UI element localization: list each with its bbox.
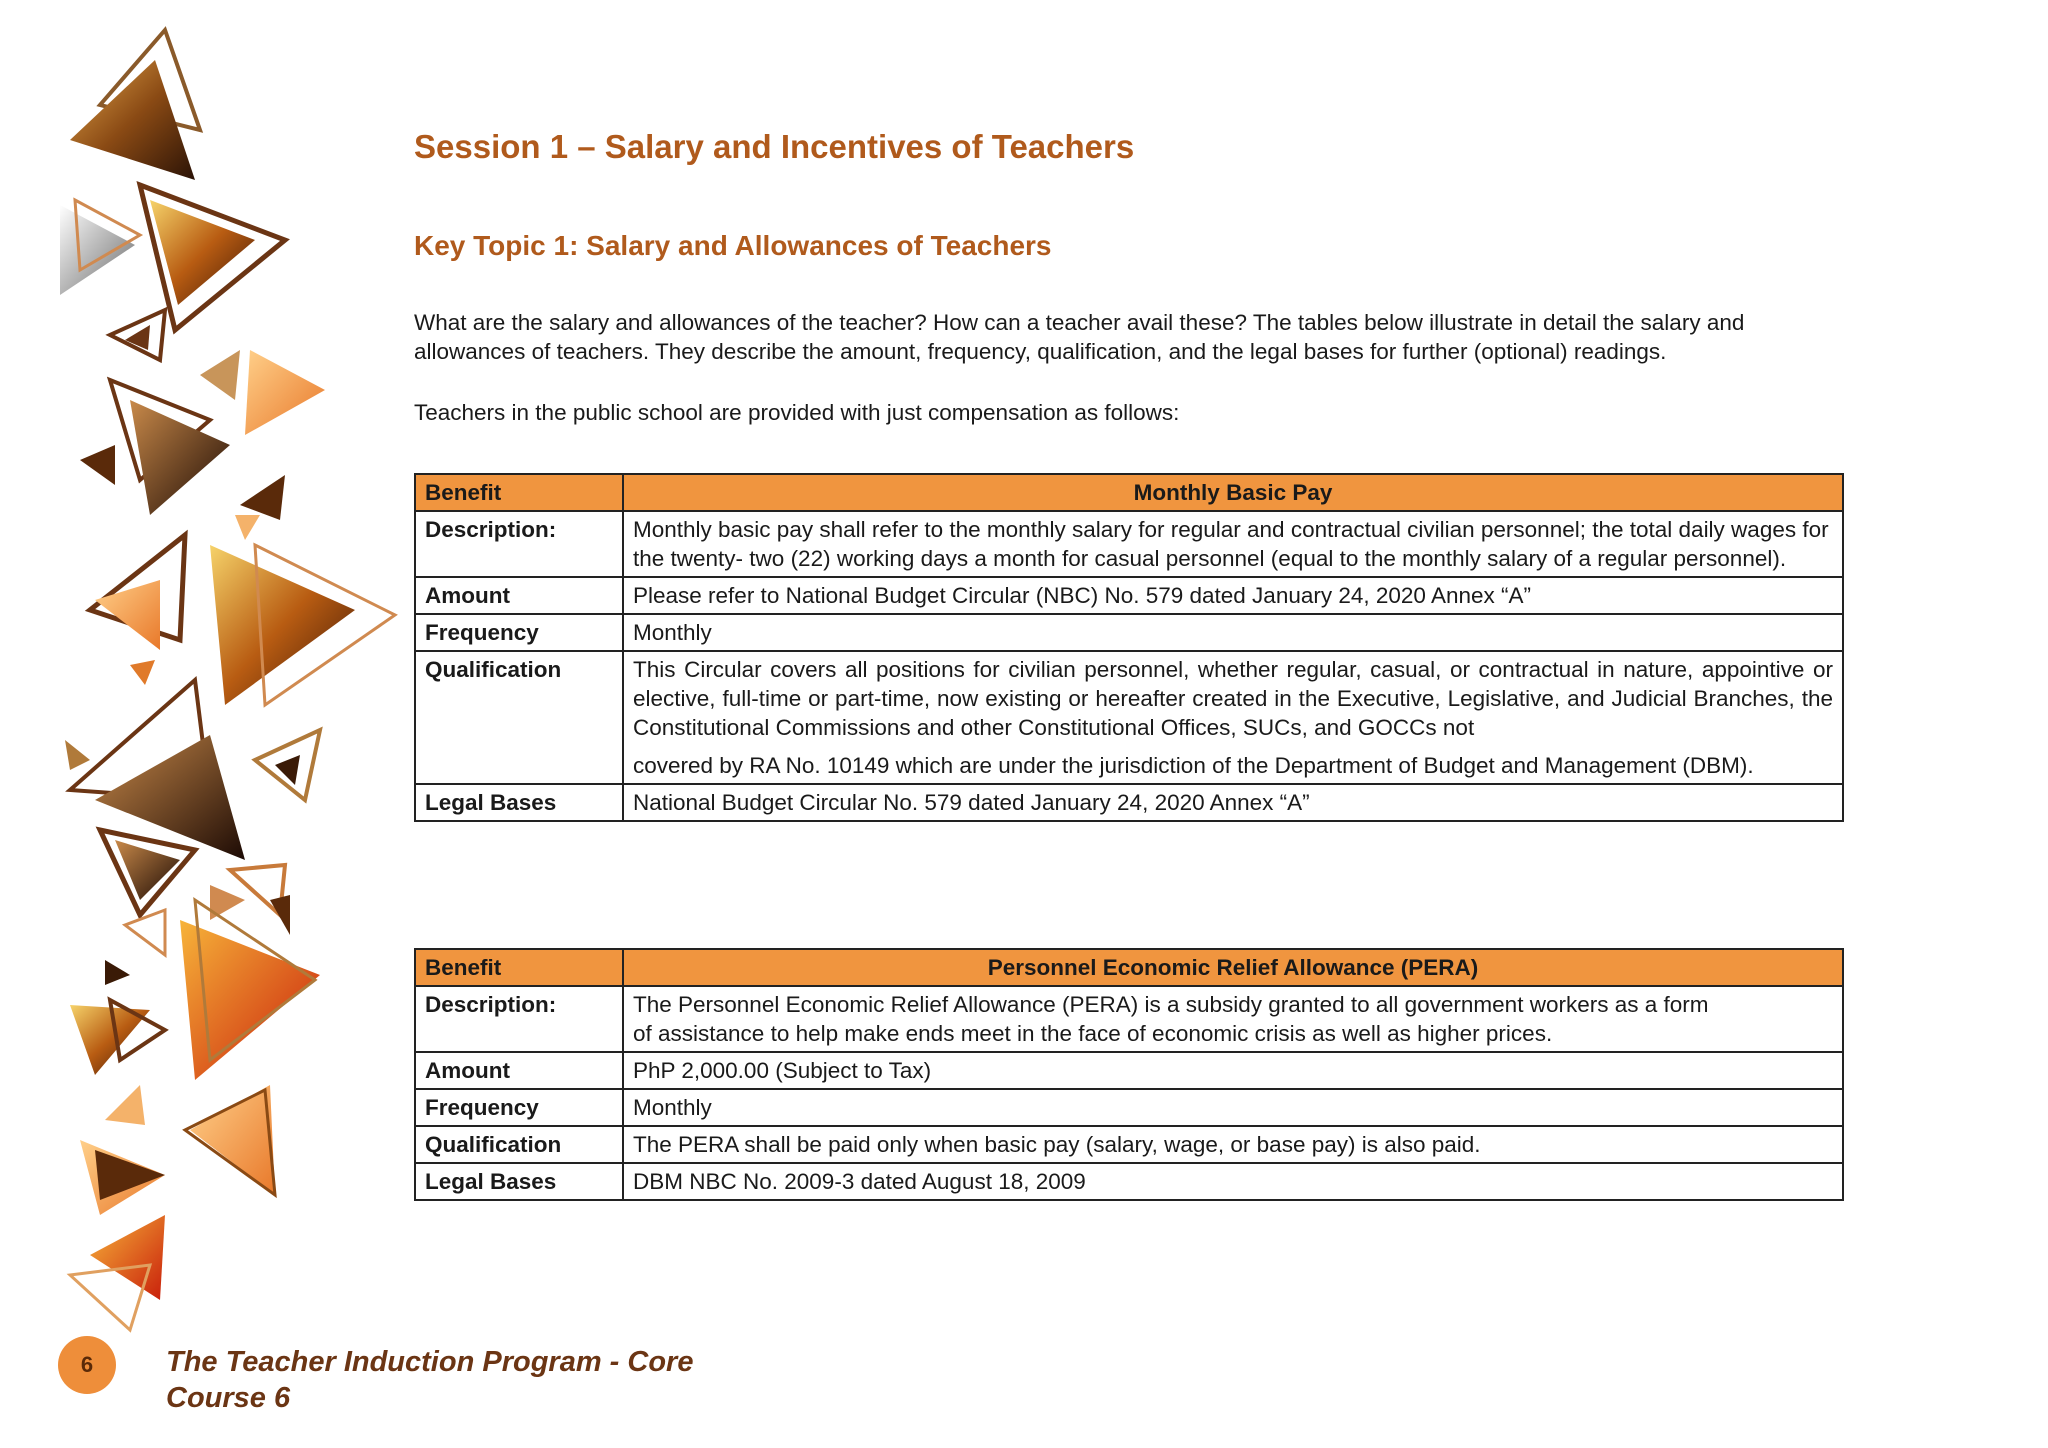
table-row: [415, 1126, 1843, 1163]
row-label-legal-bases: Legal Bases: [415, 784, 623, 821]
row-label-amount: Amount: [415, 1052, 623, 1089]
page-number-badge: 6: [58, 1336, 116, 1394]
row-value-legal-bases: DBM NBC No. 2009-3 dated August 18, 2009: [623, 1163, 1843, 1200]
footer-course-title: [166, 1344, 726, 1416]
row-value-description: The Personnel Economic Relief Allowance (PERA) is a subsidy granted to all government workers as a form of assistance to help make ends meet in the face of economic crisis as well as higher prices.: [623, 986, 1843, 1052]
row-label-frequency: Frequency: [415, 1089, 623, 1126]
row-label-frequency: Frequency: [415, 614, 623, 651]
footer-title-line1: The Teacher Induction Program - Core: [166, 1346, 694, 1378]
header-benefit-title: Monthly Basic Pay: [623, 474, 1843, 511]
intro-paragraph: What are the salary and allowances of the teacher? How can a teacher avail these? The tables below illustrate in detail the salary and allowances of teachers. They describe the amount, frequency, qualification, and the legal bases for further (optional) readings.: [414, 310, 1745, 364]
table-row: [415, 1089, 1843, 1126]
table-row: [415, 784, 1843, 821]
row-label-description: Description:: [415, 511, 623, 577]
row-value-qualification: [623, 651, 1843, 784]
row-value-frequency: Monthly: [623, 1089, 1843, 1126]
row-value-description: Monthly basic pay shall refer to the monthly salary for regular and contractual civilian personnel; the total daily wages for the twenty- two (22) working days a month for casual personnel (equal to the monthly salary of a regular personnel).: [623, 511, 1843, 577]
pera-table: [414, 948, 1844, 1201]
row-label-qualification: Qualification: [415, 651, 623, 784]
row-value-legal-bases: National Budget Circular No. 579 dated January 24, 2020 Annex “A”: [623, 784, 1843, 821]
row-value-amount: PhP 2,000.00 (Subject to Tax): [623, 1052, 1843, 1089]
table-row: [415, 651, 1843, 784]
header-benefit-label: Benefit: [415, 949, 623, 986]
session-title: Session 1 – Salary and Incentives of Teachers: [414, 128, 1135, 165]
row-value-amount: Please refer to National Budget Circular (NBC) No. 579 dated January 24, 2020 Annex “A”: [623, 577, 1843, 614]
row-value-frequency: Monthly: [623, 614, 1843, 651]
compensation-note: Teachers in the public school are provided with just compensation as follows:: [414, 400, 1180, 425]
header-benefit-label: Benefit: [415, 474, 623, 511]
row-label-description: Description:: [415, 986, 623, 1052]
table-row: [415, 986, 1843, 1052]
table-row: [415, 577, 1843, 614]
row-value-qualification: The PERA shall be paid only when basic pay (salary, wage, or base pay) is also paid.: [623, 1126, 1843, 1163]
decorative-triangle-border: [0, 0, 420, 1448]
row-label-amount: Amount: [415, 577, 623, 614]
header-benefit-title: Personnel Economic Relief Allowance (PERA): [623, 949, 1843, 986]
row-label-legal-bases: Legal Bases: [415, 1163, 623, 1200]
qualification-text-continued: covered by RA No. 10149 which are under the jurisdiction of the Department of Budget and Management (DBM).: [633, 753, 1754, 778]
qualification-text: This Circular covers all positions for civilian personnel, whether regular, casual, or contractual in nature, appointive or elective, full-time or part-time, now existing or hereafter created in the Executive, Legislative, and Judicial Branches, the Constitutional Commissions and other Constitutional Offices, SUCs, and GOCCs not: [633, 657, 1833, 740]
key-topic-title: Key Topic 1: Salary and Allowances of Teachers: [414, 230, 1052, 261]
table-row: [415, 1052, 1843, 1089]
table-row: [415, 1163, 1843, 1200]
row-label-qualification: Qualification: [415, 1126, 623, 1163]
table-row: [415, 511, 1843, 577]
table-header-row: [415, 949, 1843, 986]
footer-title-line2: Course 6: [166, 1382, 291, 1414]
monthly-basic-pay-table: [414, 473, 1844, 822]
table-row: [415, 614, 1843, 651]
table-header-row: [415, 474, 1843, 511]
